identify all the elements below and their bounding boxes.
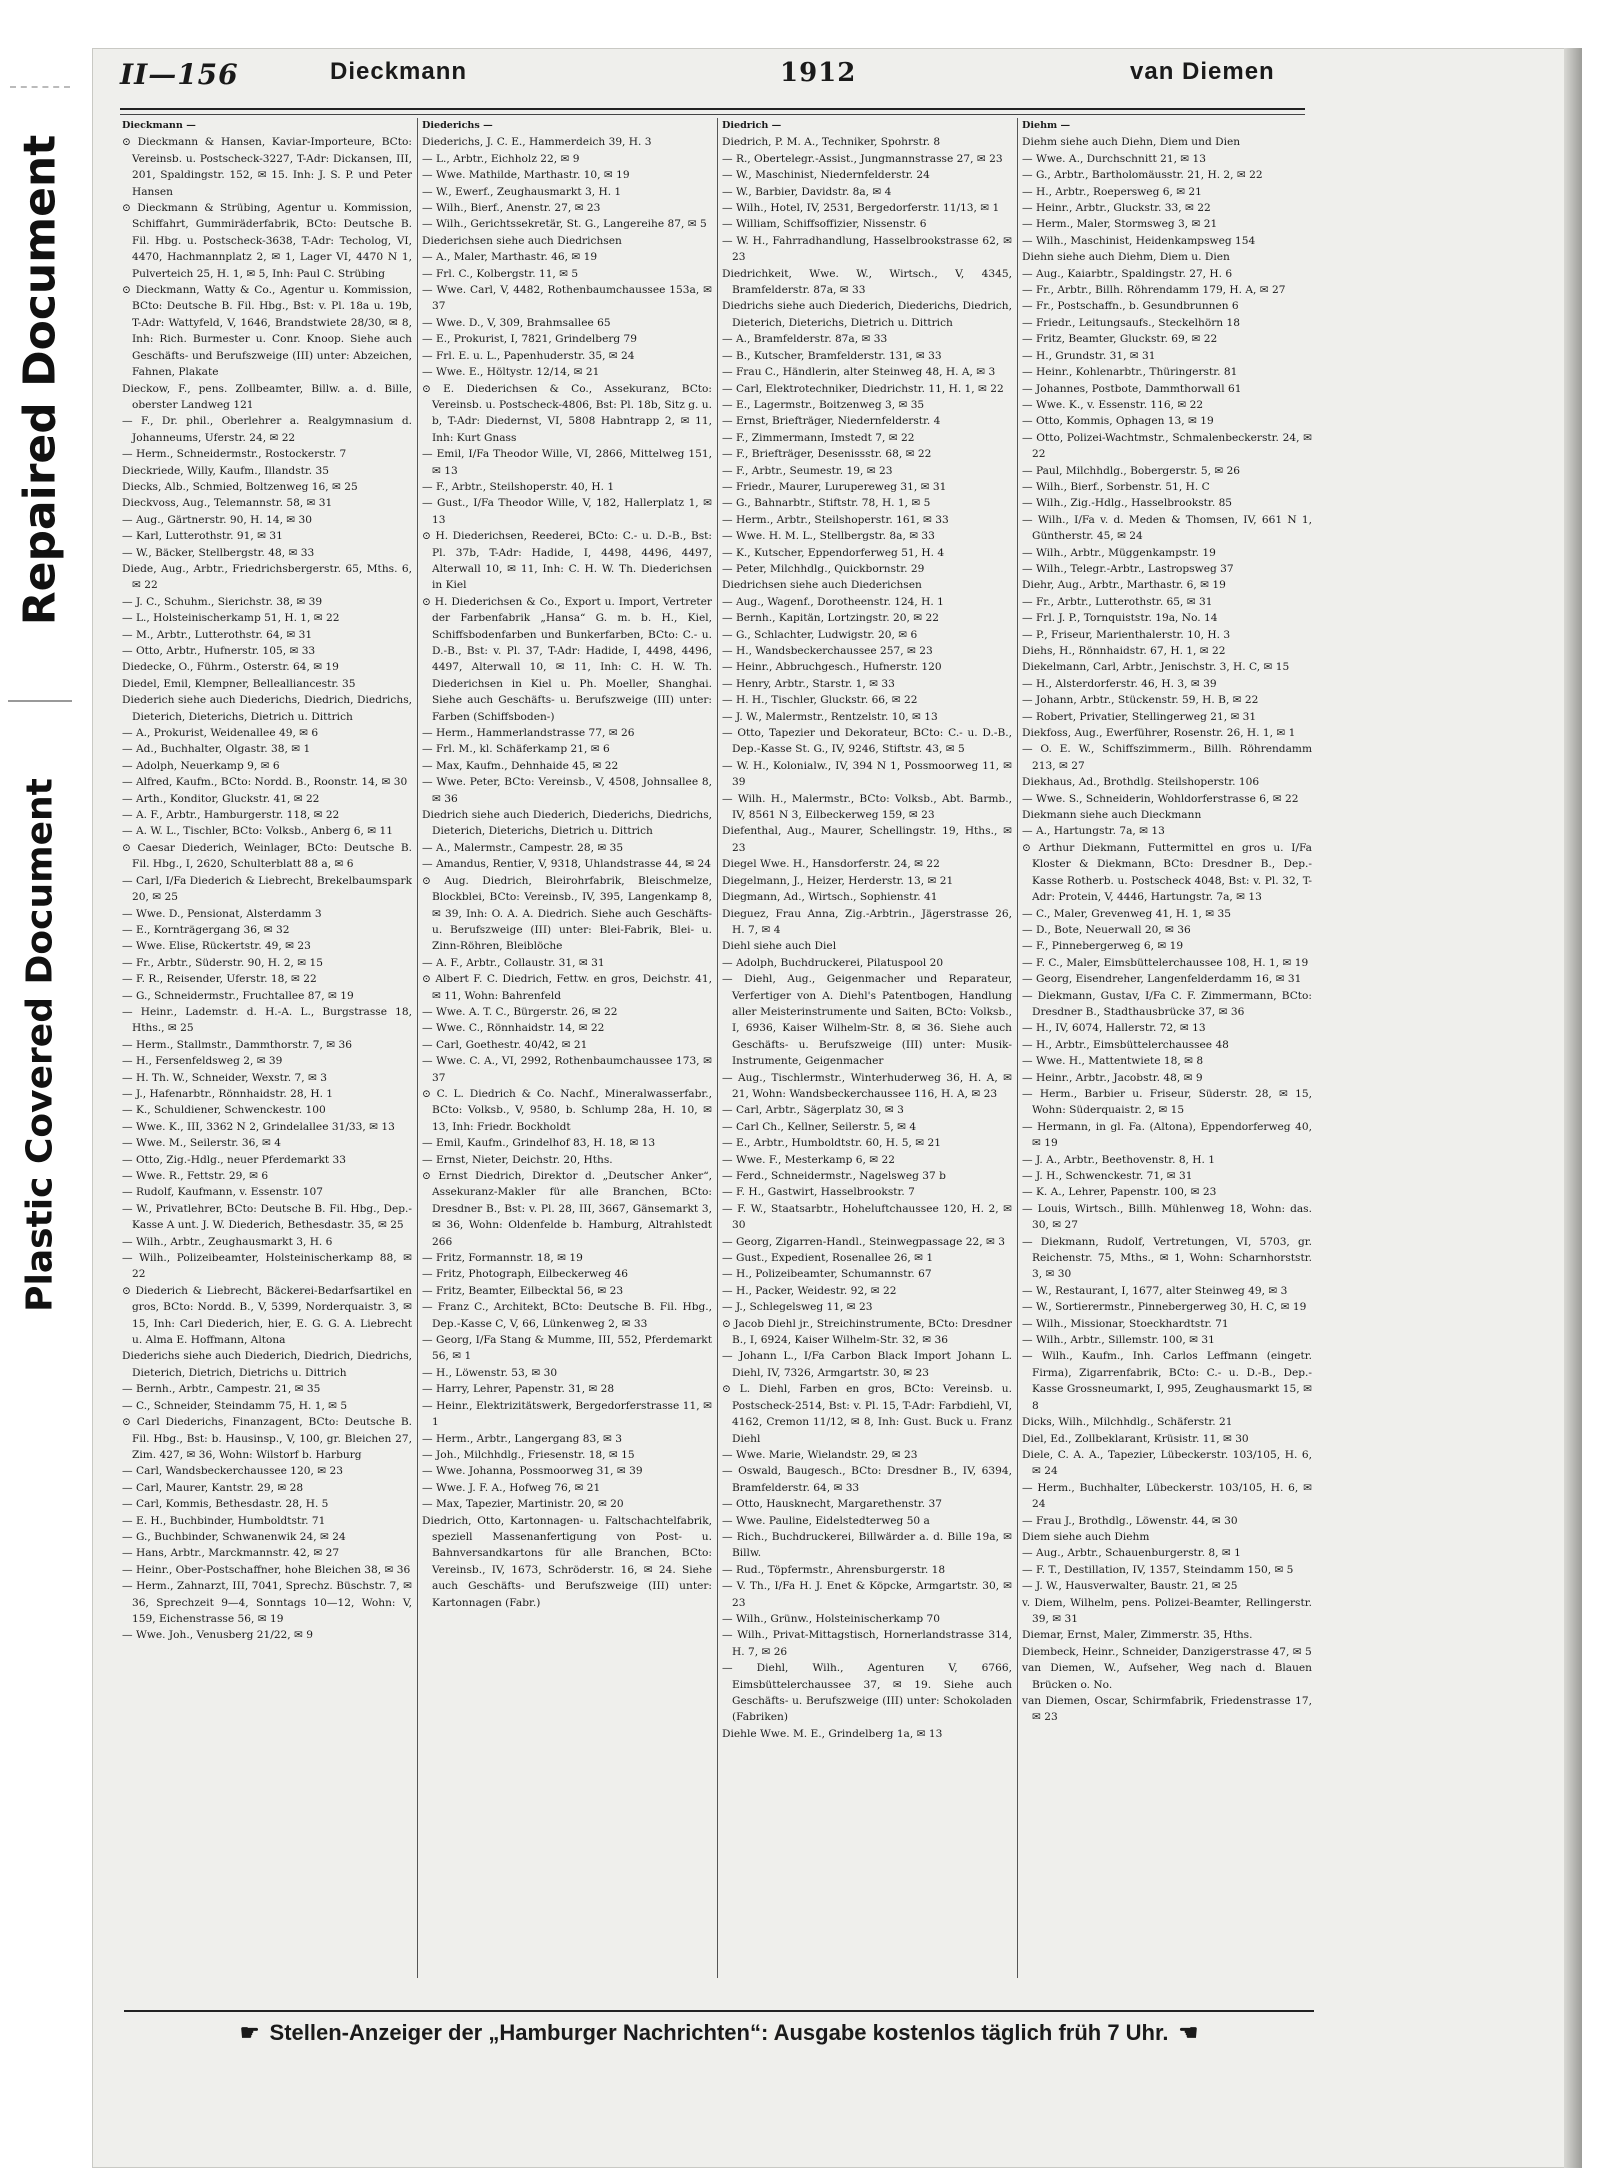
directory-entry: — Herm., Buchhalter, Lübeckerstr. 103/105, H. 6, ✉ 24	[1022, 1481, 1312, 1511]
directory-entry: — R., Obertelegr.-Assist., Jungmannstrasse 27, ✉ 23	[722, 152, 1003, 165]
directory-entry: — W., Maschinist, Niedernfelderstr. 24	[722, 169, 930, 182]
directory-entry: — Wilh., Hotel, IV, 2531, Bergedorferstr. 11/13, ✉ 1	[722, 202, 1000, 215]
directory-entry: — Georg, Eisendreher, Langenfelderdamm 16, ✉ 31	[1022, 973, 1302, 986]
directory-entry: — Wwe. F., Mesterkamp 6, ✉ 22	[722, 1153, 895, 1166]
directory-entry: — F. R., Reisender, Uferstr. 18, ✉ 22	[122, 973, 317, 986]
directory-entry: — A., Malermstr., Campestr. 28, ✉ 35	[422, 841, 624, 854]
directory-entry: — G., Buchbinder, Schwanenwik 24, ✉ 24	[122, 1530, 346, 1543]
directory-entry: — M., Arbtr., Lutterothstr. 64, ✉ 31	[122, 628, 313, 641]
directory-entry: — Herm., Zahnarzt, III, 7041, Sprechz. Büschstr. 7, ✉ 36, Sprechzeit 9—4, Sonntags 10—12, Wohn: V, 159, Eichenstrasse 56, ✉ 19	[122, 1580, 412, 1625]
directory-entry: ⊙ Caesar Diederich, Weinlager, BCto: Deutsche B. Fil. Hbg., I, 2620, Schulterblatt 88 a, ✉ 6	[122, 841, 412, 871]
directory-entry: — G., Bahnarbtr., Stiftstr. 78, H. 1, ✉ 5	[722, 497, 931, 510]
directory-entry: — Johann L., I/Fa Carbon Black Import Johann L. Diehl, IV, 7326, Armgartstr. 30, ✉ 23	[722, 1350, 1012, 1379]
directory-entry: — Harry, Lehrer, Papenstr. 31, ✉ 28	[422, 1383, 615, 1396]
directory-entry: — Herm., Stallmstr., Dammthorstr. 7, ✉ 36	[122, 1038, 352, 1051]
directory-entry: — H., Polizeibeamter, Schumannstr. 67	[722, 1268, 932, 1281]
directory-entry: ⊙ H. Diederichsen & Co., Export u. Import, Vertreter der Farbenfabrik „Hansa“ G. m. b. H., Kiel, Schiffsbodenfarben und Bunkerfarben, BCto: C.- u. D.-B., Bst: v. Pl. 37, T-Adr: Hadide, I, 4498, 4496, 4497, Alterwall 10, ✉ 11, Inh: C. H. W. Th. Diederichsen in Kiel u. Ph. Moeller, Shanghai. Siehe auch Geschäfts- u. Berufszweige (III) unter: Farben (Schiffsboden-)	[422, 595, 712, 723]
directory-entry: — L., Arbtr., Eichholz 22, ✉ 9	[422, 152, 580, 165]
directory-entry: — Wilh., Arbtr., Müggenkampstr. 19	[1022, 546, 1216, 559]
directory-entry: — A. F., Arbtr., Collaustr. 31, ✉ 31	[422, 956, 605, 969]
directory-entry: — Fritz, Photograph, Eilbeckerweg 46	[422, 1268, 629, 1281]
directory-entry: — Wwe. Mathilde, Marthastr. 10, ✉ 19	[422, 169, 630, 182]
directory-entry: — Frl. E. u. L., Papenhuderstr. 35, ✉ 24	[422, 349, 635, 362]
directory-entry: — H., Löwenstr. 53, ✉ 30	[422, 1366, 558, 1379]
directory-entry: — Otto, Kommis, Ophagen 13, ✉ 19	[1022, 415, 1214, 428]
directory-entry: — H., Wandsbeckerchaussee 257, ✉ 23	[722, 645, 933, 657]
directory-entry: Diembeck, Heinr., Schneider, Danzigerstrasse 47, ✉ 5	[1022, 1645, 1312, 1658]
directory-entry: Diedrichkeit, Wwe. W., Wirtsch., V, 4345, Bramfelderstr. 87a, ✉ 33	[722, 267, 1012, 297]
directory-entry: — Carl, Arbtr., Sägerplatz 30, ✉ 3	[722, 1104, 904, 1117]
directory-entry: — J., Hafenarbtr., Rönnhaidstr. 28, H. 1	[122, 1087, 334, 1100]
directory-entry: — F. H., Gastwirt, Hasselbrookstr. 7	[722, 1186, 915, 1199]
directory-entry: — O. E. W., Schiffszimmerm., Billh. Röhrendamm 213, ✉ 27	[1022, 743, 1312, 772]
directory-entry: — H., Alsterdorferstr. 46, H. 3, ✉ 39	[1022, 677, 1217, 690]
directory-entry: — Carl, Maurer, Kantstr. 29, ✉ 28	[122, 1481, 304, 1494]
directory-entry: — Wilh., Arbtr., Sillemstr. 100, ✉ 31	[1022, 1334, 1215, 1347]
directory-entry: — Aug., Wagenf., Dorotheenstr. 124, H. 1	[722, 595, 944, 608]
directory-entry: Diedrich, Otto, Kartonnagen- u. Faltschachtelfabrik, speziell Massenanfertigung von Post- u. Bahnversandkartons für alle Branchen, BCto: Vereinsb., IV, 1673, Schröderstr. 16, ✉ 24. Siehe auch Geschäfts- und Berufszweige (III) unter: Kartonnagen (Fabr.)	[422, 1514, 712, 1609]
directory-entry: — Frl. J. P., Tornquiststr. 19a, No. 14	[1022, 612, 1218, 625]
directory-entry: — Adolph, Buchdruckerei, Pilatuspool 20	[722, 956, 944, 969]
directory-entry: ⊙ C. L. Diedrich & Co. Nachf., Mineralwasserfabr., BCto: Volksb., V, 9580, b. Schlump 28a, H. 10, ✉ 13, Inh: Friedr. Bockholdt	[422, 1087, 712, 1133]
directory-entry: Diehle Wwe. M. E., Grindelberg 1a, ✉ 13	[722, 1727, 943, 1740]
directory-entry: — Wilh., Kaufm., Inh. Carlos Leffmann (eingetr. Firma), Zigarrenfabrik, BCto: C.- u. D.-B., Dep.-Kasse Grossneumarkt, I, 995, Zeughausmarkt 15, ✉ 8	[1022, 1350, 1312, 1412]
directory-entry: — Rich., Buchdruckerei, Billwärder a. d. Bille 19a, ✉ Billw.	[722, 1530, 1012, 1560]
directory-entry: ⊙ Dieckmann & Hansen, Kaviar-Importeure, BCto: Vereinsb. u. Postscheck-3227, T-Adr: Dickansen, III, 201, Spaldingstr. 152, ✉ 15. Inh: J. S. P. und Peter Hansen	[122, 136, 412, 198]
directory-entry: — Wilh. H., Malermstr., BCto: Volksb., Abt. Barmb., IV, 8561 N 3, Eilbeckerweg 159, ✉ 23	[722, 792, 1012, 822]
directory-entry: — L., Holsteinischerkamp 51, H. 1, ✉ 22	[122, 612, 340, 625]
directory-entry: — Bernh., Arbtr., Campestr. 21, ✉ 35	[122, 1383, 321, 1396]
directory-entry: ⊙ Ernst Diedrich, Direktor d. „Deutscher Anker“, Assekuranz-Makler für alle Branchen, BCto: Dresdner B., Bst: v. Pl. 28, III, 3667, Gänsemarkt 3, ✉ 36, Wohn: Oldenfelde b. Hamburg, Altrahlstedt 266	[422, 1170, 712, 1248]
directory-entry: — Friedr., Maurer, Lurupereweg 31, ✉ 31	[722, 480, 947, 493]
directory-entry: — Otto, Tapezier und Dekorateur, BCto: C.- u. D.-B., Dep.-Kasse St. G., IV, 9246, Stiftstr. 43, ✉ 5	[722, 727, 1012, 756]
column-head: Diederichs —	[422, 120, 493, 131]
directory-entry: Diehl siehe auch Diel	[722, 940, 837, 953]
directory-entry: — G., Schneidermstr., Fruchtallee 87, ✉ 19	[122, 989, 354, 1002]
directory-entry: Diede, Aug., Arbtr., Friedrichsbergerstr. 65, Mths. 6, ✉ 22	[122, 562, 412, 592]
directory-entry: — Heinr., Ober-Postschaffner, hohe Bleichen 38, ✉ 36	[122, 1563, 411, 1576]
directory-entry: van Diemen, Oscar, Schirmfabrik, Friedenstrasse 17, ✉ 23	[1022, 1695, 1312, 1724]
directory-entry: — Heinr., Arbtr., Jacobstr. 48, ✉ 9	[1022, 1071, 1203, 1084]
directory-entry: Diedecke, O., Führm., Osterstr. 64, ✉ 19	[122, 661, 339, 674]
directory-entry: — Wilh., Grünw., Holsteinischerkamp 70	[722, 1612, 940, 1625]
directory-entry: — Fritz, Beamter, Eilbecktal 56, ✉ 23	[422, 1284, 624, 1297]
directory-entry: — Fritz, Formannstr. 18, ✉ 19	[422, 1252, 583, 1265]
directory-entry: — G., Schlachter, Ludwigstr. 20, ✉ 6	[722, 628, 918, 641]
directory-entry: — Peter, Milchhdlg., Quickbornstr. 29	[722, 562, 925, 575]
directory-entry: — Johann, Arbtr., Stückenstr. 59, H. B, ✉ 22	[1022, 694, 1259, 707]
header-rule	[120, 108, 1305, 110]
directory-entry: v. Diem, Wilhelm, pens. Polizei-Beamter, Rellingerstr. 39, ✉ 31	[1022, 1596, 1312, 1625]
directory-entry: — Paul, Milchhdlg., Bobergerstr. 5, ✉ 26	[1022, 464, 1241, 477]
directory-entry: — Frau C., Händlerin, alter Steinweg 48, H. A, ✉ 3	[722, 366, 996, 379]
directory-entry: Diefenthal, Aug., Maurer, Schellingstr. 19, Hths., ✉ 23	[722, 825, 1012, 854]
directory-entry: — Wilh., I/Fa v. d. Meden & Thomsen, IV, 661 N 1, Güntherstr. 45, ✉ 24	[1022, 513, 1312, 543]
directory-entry: — Wwe. Peter, BCto: Vereinsb., V, 4508, Johnsallee 8, ✉ 36	[422, 776, 712, 805]
directory-entry: — V. Th., I/Fa H. J. Enet & Köpcke, Armgartstr. 30, ✉ 23	[722, 1580, 1012, 1609]
directory-entry: — Fr., Arbtr., Süderstr. 90, H. 2, ✉ 15	[122, 956, 323, 969]
directory-entry: — Wwe. K., III, 3362 N 2, Grindelallee 31/33, ✉ 13	[122, 1120, 395, 1133]
directory-entry: Diedel, Emil, Klempner, Bellealliancestr. 35	[122, 677, 356, 690]
directory-entry: Diekmann siehe auch Dieckmann	[1022, 809, 1202, 822]
directory-entry: — J., Schlegelsweg 11, ✉ 23	[722, 1301, 873, 1314]
directory-entry: Diecks, Alb., Schmied, Boltzenweg 16, ✉ 25	[122, 480, 358, 493]
directory-entry: — Wilh., Bierf., Anenstr. 27, ✉ 23	[422, 202, 601, 215]
directory-entry: — Aug., Arbtr., Schauenburgerstr. 8, ✉ 1	[1022, 1547, 1241, 1560]
directory-entry: — Joh., Milchhdlg., Friesenstr. 18, ✉ 15	[422, 1448, 635, 1461]
directory-entry: — Wwe. S., Schneiderin, Wohldorferstrasse 6, ✉ 22	[1022, 792, 1299, 805]
directory-entry: ⊙ E. Diederichsen & Co., Assekuranz, BCto: Vereinsb. u. Postscheck-4806, Bst: Pl. 18b, Sitz g. u. b, T-Adr: Diedernst, VI, 5808 Habntrapp 2, ✉ 11, Inh: Kurt Gnass	[422, 382, 712, 444]
directory-entry: ⊙ Jacob Diehl jr., Streichinstrumente, BCto: Dresdner B., I, 6924, Kaiser Wilhelm-Str. 32, ✉ 36	[722, 1317, 1012, 1347]
directory-entry: — Emil, I/Fa Theodor Wille, VI, 2866, Mittelweg 151, ✉ 13	[422, 448, 712, 477]
directory-entry: — C., Maler, Grevenweg 41, H. 1, ✉ 35	[1022, 907, 1231, 920]
directory-entry: — H., Arbtr., Eimsbüttelerchaussee 48	[1022, 1038, 1229, 1051]
directory-entry: ⊙ Dieckmann & Strübing, Agentur u. Kommission, Schiffahrt, Gummiräderfabrik, BCto: Deutsche B. Fil. Hbg. u. Postscheck-3638, T-Adr: Techolog, VI, 4470, Hachmannplatz 2, ✉ 1, Lager VI, 4470 N 1, Pulverteich 25, H. 1, ✉ 5, Inh: Paul C. Strübing	[122, 202, 412, 280]
directory-entry: ⊙ Diederich & Liebrecht, Bäckerei-Bedarfsartikel en gros, BCto: Nordd. B., V, 5399, Norderquaistr. 3, ✉ 15, Inh: Carl Diederich, hier, E. G. G. A. Liebrecht u. Alma E. Hoffmann, Altona	[122, 1284, 412, 1347]
directory-entry: — Wwe. Carl, V, 4482, Rothenbaumchaussee 153a, ✉ 37	[422, 284, 712, 313]
directory-entry: — Carl, Elektrotechniker, Diedrichstr. 11, H. 1, ✉ 22	[722, 382, 1004, 395]
directory-entry: — Wilh., Telegr.-Arbtr., Lastropsweg 37	[1022, 562, 1234, 575]
directory-entry: — W., Ewerf., Zeughausmarkt 3, H. 1	[422, 185, 622, 198]
directory-entry: — Carl, Kommis, Bethesdastr. 28, H. 5	[122, 1498, 329, 1511]
pointing-hand-icon: ☛	[239, 2020, 260, 2045]
directory-entry: — Ernst, Nieter, Deichstr. 20, Hths.	[422, 1153, 613, 1166]
directory-entry: Diehm siehe auch Diehn, Diem und Dien	[1022, 136, 1241, 149]
directory-entry: Diedrichsen siehe auch Diederichsen	[722, 579, 922, 592]
directory-entry: Diehs, H., Rönnhaidstr. 67, H. 1, ✉ 22	[1022, 645, 1226, 657]
directory-entry: — Diehl, Aug., Geigenmacher und Reparateur, Verfertiger von A. Diehl's Patentbogen, Handlung aller Meisterinstrumente und Saiten, BCto: Volksb., I, 6936, Kaiser Wilhelm-Str. 8, ✉ 36. Siehe auch Geschäfts- u. Berufszweige (III) unter: Musik-Instrumente, Geigenmacher	[722, 973, 1012, 1068]
directory-entry: Diegmann, Ad., Wirtsch., Sophienstr. 41	[722, 891, 938, 904]
directory-entry: — F., Arbtr., Steilshoperstr. 40, H. 1	[422, 480, 615, 493]
directory-entry: — Wilh., Gerichtssekretär, St. G., Langereihe 87, ✉ 5	[422, 218, 707, 231]
directory-entry: — K. A., Lehrer, Papenstr. 100, ✉ 23	[1022, 1186, 1217, 1199]
directory-entry: — Wwe. A., Durchschnitt 21, ✉ 13	[1022, 152, 1207, 165]
directory-entry: — D., Bote, Neuerwall 20, ✉ 36	[1022, 923, 1191, 936]
directory-entry: — Emil, Kaufm., Grindelhof 83, H. 18, ✉ 13	[422, 1137, 656, 1150]
directory-entry: — F., Briefträger, Desenissstr. 68, ✉ 22	[722, 448, 932, 461]
directory-entry: — Wwe. H. M. L., Stellbergstr. 8a, ✉ 33	[722, 530, 935, 543]
header-year: 1912	[780, 58, 857, 88]
directory-entry: — Fritz, Beamter, Gluckstr. 69, ✉ 22	[1022, 333, 1218, 346]
directory-entry: Diederichsen siehe auch Diedrichsen	[422, 234, 622, 247]
directory-entry: — A. W. L., Tischler, BCto: Volksb., Anberg 6, ✉ 11	[122, 825, 393, 838]
directory-entry: Diederichs siehe auch Diederich, Diedrich, Diedrichs, Dieterich, Dietrich, Dietrichs u. Dittrich	[122, 1350, 412, 1379]
directory-entry: — A. F., Arbtr., Hamburgerstr. 118, ✉ 22	[122, 809, 340, 822]
directory-entry: — H. Th. W., Schneider, Wexstr. 7, ✉ 3	[122, 1071, 327, 1084]
directory-entry: ⊙ L. Diehl, Farben en gros, BCto: Vereinsb. u. Postscheck-2514, Bst: v. Pl. 15, T-Adr: Farbdiehl, VI, 4162, Cremon 11/12, ✉ 8, Inh: Gust. Buck u. Franz Diehl	[722, 1383, 1012, 1445]
directory-entry: Diel, Ed., Zollbeklarant, Krüsistr. 11, ✉ 30	[1022, 1432, 1249, 1445]
directory-entry: Diekhaus, Ad., Brothdlg. Steilshoperstr. 106	[1022, 776, 1260, 789]
directory-entry: Diem siehe auch Diehm	[1022, 1530, 1150, 1543]
directory-entry: — Carl, Wandsbeckerchaussee 120, ✉ 23	[122, 1465, 343, 1478]
header-first-name: Dieckmann	[330, 58, 468, 85]
footer-rule	[124, 2010, 1314, 2012]
directory-entry: — Max, Kaufm., Dehnhaide 45, ✉ 22	[422, 759, 619, 772]
directory-entry: — E., Kornträgergang 36, ✉ 32	[122, 923, 290, 936]
directory-entry: — Diekmann, Rudolf, Vertretungen, VI, 5703, gr. Reichenstr. 75, Mths., ✉ 1, Wohn: Scharnhorststr. 3, ✉ 30	[1022, 1235, 1312, 1281]
directory-entry: Diemar, Ernst, Maler, Zimmerstr. 35, Hths.	[1022, 1629, 1253, 1642]
directory-entry: — C., Schneider, Steindamm 75, H. 1, ✉ 5	[122, 1399, 348, 1412]
directory-entry: ⊙ H. Diederichsen, Reederei, BCto: C.- u. D.-B., Bst: Pl. 37b, T-Adr: Hadide, I, 4498, 4496, 4497, Alterwall 10, ✉ 11, Inh: C. H. W. Th. Diederichsen in Kiel	[422, 530, 712, 592]
directory-entry: ⊙ Dieckmann, Watty & Co., Agentur u. Kommission, BCto: Deutsche B. Fil. Hbg., Bst: v. Pl. 18a u. 19b, T-Adr: Wattyfeld, V, 1646, Brandstwiete 28/30, ✉ 8, Inh: Rich. Burmester u. Conr. Knoop. Siehe auch Geschäfts- und Berufszweige (III) unter: Abzeichen, Fahnen, Plakate	[122, 284, 412, 379]
directory-entry: — Bernh., Kapitän, Lortzingstr. 20, ✉ 22	[722, 612, 939, 625]
directory-entry: ⊙ Carl Diederichs, Finanzagent, BCto: Deutsche B. Fil. Hbg., Bst: b. Hausinsp., V, 100, gr. Bleichen 27, Zim. 427, ✉ 36, Wohn: Wilstorf b. Harburg	[122, 1416, 412, 1461]
page-number: II—156	[120, 58, 239, 91]
side-strip	[0, 0, 80, 2177]
directory-entry: — Otto, Zig.-Hdlg., neuer Pferdemarkt 33	[122, 1153, 347, 1166]
directory-entry: — Frau J., Brothdlg., Löwenstr. 44, ✉ 30	[1022, 1514, 1238, 1527]
directory-entry: Diedrich siehe auch Diederich, Diederichs, Diedrichs, Dieterich, Dieterichs, Dietrich u. Dittrich	[422, 809, 712, 838]
directory-entry: — Max, Tapezier, Martinistr. 20, ✉ 20	[422, 1498, 624, 1511]
directory-entry: ⊙ Aug. Diedrich, Bleirohrfabrik, Bleischmelze, Blockblei, BCto: Vereinsb., IV, 395, Langenkamp 8, ✉ 39, Inh: O. A. A. Diedrich. Siehe auch Geschäfts- u. Berufszweige (III) unter: Blei-Fabrik, Blei- u. Zinn-Röhren, Bleiblöche	[422, 874, 712, 953]
directory-entry: — J. C., Schuhm., Sierichstr. 38, ✉ 39	[122, 595, 323, 608]
directory-entry: — Wwe. M., Seilerstr. 36, ✉ 4	[122, 1137, 282, 1150]
directory-entry: — B., Kutscher, Bramfelderstr. 131, ✉ 33	[722, 349, 942, 362]
header-last-name: van Diemen	[1130, 58, 1275, 85]
directory-entry: — H., IV, 6074, Hallerstr. 72, ✉ 13	[1022, 1022, 1206, 1035]
directory-entry: — Oswald, Baugesch., BCto: Dresdner B., IV, 6394, Bramfelderstr. 64, ✉ 33	[722, 1465, 1012, 1494]
directory-entry: — A., Hartungstr. 7a, ✉ 13	[1022, 825, 1165, 838]
directory-entry: — Adolph, Neuerkamp 9, ✉ 6	[122, 759, 280, 772]
directory-entry: — Ernst, Briefträger, Niedernfelderstr. 4	[722, 415, 941, 428]
directory-entry: Diehn siehe auch Diehm, Diem u. Dien	[1022, 251, 1230, 264]
directory-entry: — Ferd., Schneidermstr., Nagelsweg 37 b	[722, 1170, 946, 1182]
directory-entry: — W., Barbier, Davidstr. 8a, ✉ 4	[722, 185, 892, 198]
directory-entry: — W. H., Fahrradhandlung, Hasselbrookstrasse 62, ✉ 23	[722, 234, 1012, 264]
directory-entry: — Wilh., Maschinist, Heidenkampsweg 154	[1022, 234, 1256, 247]
directory-entry: — Wilh., Missionar, Stoeckhardtstr. 71	[1022, 1317, 1229, 1330]
directory-entry: — W., Privatlehrer, BCto: Deutsche B. Fil. Hbg., Dep.-Kasse A unt. J. W. Diederich, Bethesdastr. 35, ✉ 25	[122, 1202, 412, 1232]
directory-entry: — Rud., Töpfermstr., Ahrensburgerstr. 18	[722, 1563, 946, 1576]
directory-entry: — Otto, Hausknecht, Margarethenstr. 37	[722, 1498, 942, 1511]
directory-entry: — Fr., Arbtr., Billh. Röhrendamm 179, H. A, ✉ 27	[1022, 284, 1286, 297]
directory-entry: Diegelmann, J., Heizer, Herderstr. 13, ✉ 21	[722, 874, 954, 887]
directory-entry: — Hermann, in gl. Fa. (Altona), Eppendorferweg 40, ✉ 19	[1022, 1120, 1312, 1150]
directory-entry: — A., Bramfelderstr. 87a, ✉ 33	[722, 333, 888, 346]
directory-entry: — Wilh., Polizeibeamter, Holsteinischerkamp 88, ✉ 22	[122, 1252, 412, 1281]
column-1	[122, 118, 412, 1978]
directory-entry: — E., Lagermstr., Boitzenweg 3, ✉ 35	[722, 398, 925, 411]
directory-entry: — K., Schuldiener, Schwenckestr. 100	[122, 1104, 326, 1117]
directory-entry: — H., Fersenfeldsweg 2, ✉ 39	[122, 1055, 283, 1068]
directory-entry: — Wwe. H., Mattentwiete 18, ✉ 8	[1022, 1055, 1204, 1068]
directory-entry: — Franz C., Architekt, BCto: Deutsche B. Fil. Hbg., Dep.-Kasse C, V, 66, Lünkenweg 2, ✉ 33	[422, 1301, 712, 1330]
directory-entry: — Henry, Arbtr., Starstr. 1, ✉ 33	[722, 677, 895, 690]
directory-entry: Diederichs, J. C. E., Hammerdeich 39, H. 3	[422, 136, 652, 149]
directory-entry: — Wwe. R., Fettstr. 29, ✉ 6	[122, 1170, 269, 1182]
directory-entry: — Heinr., Abbruchgesch., Hufnerstr. 120	[722, 661, 942, 674]
directory-entry: — Ad., Buchhalter, Olgastr. 38, ✉ 1	[122, 743, 311, 756]
directory-entry: — Heinr., Kohlenarbtr., Thüringerstr. 81	[1022, 366, 1238, 379]
plastic-covered-document-label: Plastic Covered Document	[19, 778, 61, 1312]
directory-entry: — J. W., Hausverwalter, Baustr. 21, ✉ 25	[1022, 1580, 1238, 1593]
directory-entry: — Alfred, Kaufm., BCto: Nordd. B., Roonstr. 14, ✉ 30	[122, 776, 408, 789]
directory-entry: ⊙ Albert F. C. Diedrich, Fettw. en gros, Deichstr. 41, ✉ 11, Wohn: Bahrenfeld	[422, 973, 712, 1002]
directory-entry: — Wwe. Marie, Wielandstr. 29, ✉ 23	[722, 1448, 918, 1461]
directory-entry: — Carl, I/Fa Diederich & Liebrecht, Brekelbaumspark 20, ✉ 25	[122, 874, 412, 904]
directory-entry: — Wwe. K., v. Essenstr. 116, ✉ 22	[1022, 398, 1204, 411]
directory-entry: — Wwe. C., Rönnhaidstr. 14, ✉ 22	[422, 1022, 605, 1035]
directory-entry: — Heinr., Elektrizitätswerk, Bergedorferstrasse 11, ✉ 1	[422, 1399, 712, 1429]
directory-entry: — Wilh., Zig.-Hdlg., Hasselbrookstr. 85	[1022, 497, 1233, 510]
directory-entry: — Johannes, Postbote, Dammthorwall 61	[1022, 382, 1242, 395]
strip-divider	[8, 700, 72, 702]
directory-entry: — E., Prokurist, I, 7821, Grindelberg 79	[422, 333, 638, 346]
directory-entry: — Herm., Maler, Stormsweg 3, ✉ 21	[1022, 218, 1218, 231]
directory-entry: — F., Dr. phil., Oberlehrer a. Realgymnasium d. Johanneums, Uferstr. 24, ✉ 22	[122, 415, 412, 444]
top-dash-marks	[10, 86, 70, 88]
directory-entry: — Georg, I/Fa Stang & Mumme, III, 552, Pferdemarkt 56, ✉ 1	[422, 1334, 712, 1363]
directory-entry: — F., Zimmermann, Imstedt 7, ✉ 22	[722, 431, 915, 444]
directory-entry: — Aug., Tischlermstr., Winterhuderweg 36, H. A, ✉ 21, Wohn: Wandsbeckerchaussee 116, H. A, ✉ 23	[722, 1071, 1012, 1100]
directory-entry: Dieguez, Frau Anna, Zig.-Arbtrin., Jägerstrasse 26, H. 7, ✉ 4	[722, 907, 1012, 936]
directory-entry: — E., Arbtr., Humboldtstr. 60, H. 5, ✉ 21	[722, 1137, 941, 1150]
directory-entry: — Wilh., Bierf., Sorbenstr. 51, H. C	[1022, 480, 1210, 493]
directory-entry: — J. H., Schwenckestr. 71, ✉ 31	[1022, 1170, 1193, 1182]
directory-entry: — F. C., Maler, Eimsbüttelerchaussee 108, H. 1, ✉ 19	[1022, 956, 1309, 969]
directory-entry: Diedrich, P. M. A., Techniker, Spohrstr. 8	[722, 136, 941, 149]
directory-entry: — W., Restaurant, I, 1677, alter Steinweg 49, ✉ 3	[1022, 1284, 1288, 1297]
directory-entry: — J. W., Malermstr., Rentzelstr. 10, ✉ 13	[722, 710, 938, 723]
column-head: Diehm —	[1022, 120, 1071, 131]
directory-entry: — Wilh., Arbtr., Zeughausmarkt 3, H. 6	[122, 1235, 333, 1248]
directory-entry: — Herm., Barbier u. Friseur, Süderstr. 28, ✉ 15, Wohn: Süderquaistr. 2, ✉ 15	[1022, 1087, 1312, 1117]
directory-entry: — Wwe. A. T. C., Bürgerstr. 26, ✉ 22	[422, 1005, 618, 1018]
directory-entry: — Diehl, Wilh., Agenturen V, 6766, Eimsbüttelerchaussee 37, ✉ 19. Siehe auch Geschäfts- u. Berufszweige (III) unter: Schokoladen (Fabriken)	[722, 1662, 1012, 1724]
directory-entry: — Rudolf, Kaufmann, v. Essenstr. 107	[122, 1186, 324, 1199]
directory-entry: Diele, C. A. A., Tapezier, Lübeckerstr. 103/105, H. 6, ✉ 24	[1022, 1448, 1312, 1478]
directory-entry: — F., Arbtr., Seumestr. 19, ✉ 23	[722, 464, 893, 477]
directory-entry: — H. H., Tischler, Gluckstr. 66, ✉ 22	[722, 694, 918, 707]
directory-entry: — Wwe. Pauline, Eidelstedterweg 50 a	[722, 1514, 930, 1527]
directory-entry: Diekelmann, Carl, Arbtr., Jenischstr. 3, H. C, ✉ 15	[1022, 661, 1290, 674]
directory-entry: Dieckvoss, Aug., Telemannstr. 58, ✉ 31	[122, 497, 333, 510]
directory-entry: van Diemen, W., Aufseher, Weg nach d. Blauen Brücken o. No.	[1022, 1662, 1312, 1691]
directory-entry: — K., Kutscher, Eppendorferweg 51, H. 4	[722, 546, 945, 559]
directory-entry: ⊙ Arthur Diekmann, Futtermittel en gros u. I/Fa Kloster & Diekmann, BCto: Dresdner B., Dep.-Kasse Rotherb. u. Postscheck 4048, Bst: v. Pl. 32, T-Adr: Protein, V, 4446, Hartungstr. 7a, ✉ 13	[1022, 841, 1312, 904]
footer-text: Stellen-Anzeiger der „Hamburger Nachrichten“: Ausgabe kostenlos täglich früh 7 Uhr.	[269, 2020, 1169, 2045]
directory-entry: — W., Bäcker, Stellbergstr. 48, ✉ 33	[122, 546, 315, 559]
directory-entry: — W. H., Kolonialw., IV, 394 N 1, Possmoorweg 11, ✉ 39	[722, 759, 1012, 789]
directory-entry: — Gust., Expedient, Rosenallee 26, ✉ 1	[722, 1252, 934, 1265]
directory-entry: — Fr., Arbtr., Lutterothstr. 65, ✉ 31	[1022, 595, 1213, 608]
directory-entry: — Amandus, Rentier, V, 9318, Uhlandstrasse 44, ✉ 24	[422, 858, 711, 871]
directory-entry: — Wilh., Privat-Mittagstisch, Hornerlandstrasse 314, H. 7, ✉ 26	[722, 1629, 1012, 1658]
directory-entry: — Wwe. Joh., Venusberg 21/22, ✉ 9	[122, 1629, 314, 1642]
directory-entry: — Gust., I/Fa Theodor Wille, V, 182, Hallerplatz 1, ✉ 13	[422, 497, 712, 526]
directory-entry: — Wwe. J. F. A., Hofweg 76, ✉ 21	[422, 1481, 601, 1494]
directory-entry: — Arth., Konditor, Gluckstr. 41, ✉ 22	[122, 792, 320, 805]
directory-entry: — Carl, Goethestr. 40/42, ✉ 21	[422, 1038, 588, 1051]
directory-entry: — Herm., Arbtr., Steilshoperstr. 161, ✉ 33	[722, 513, 949, 526]
directory-entry: — Hans, Arbtr., Marckmannstr. 42, ✉ 27	[122, 1547, 340, 1560]
column-2	[422, 118, 712, 1978]
directory-entry: — H., Arbtr., Roepersweg 6, ✉ 21	[1022, 185, 1202, 198]
directory-entry: — H., Grundstr. 31, ✉ 31	[1022, 349, 1156, 362]
column-3	[722, 118, 1012, 1978]
directory-entry: — Otto, Polizei-Wachtmstr., Schmalenbeckerstr. 24, ✉ 22	[1022, 431, 1312, 461]
directory-entry: Diedrichs siehe auch Diederich, Diederichs, Diedrich, Dieterich, Dieterichs, Dietrich u. Dittrich	[722, 300, 1012, 329]
directory-entry: — Herm., Arbtr., Langergang 83, ✉ 3	[422, 1432, 622, 1445]
directory-entry: — Wwe. D., V, 309, Brahmsallee 65	[422, 316, 611, 329]
directory-columns	[122, 118, 1310, 1978]
directory-entry: — E. H., Buchbinder, Humboldtstr. 71	[122, 1514, 326, 1527]
directory-entry: — J. A., Arbtr., Beethovenstr. 8, H. 1	[1022, 1153, 1216, 1166]
directory-entry: — Diekmann, Gustav, I/Fa C. F. Zimmermann, BCto: Dresdner B., Stadthausbrücke 37, ✉ 36	[1022, 989, 1312, 1018]
directory-entry: — Heinr., Lademstr. d. H.-A. L., Burgstrasse 18, Hths., ✉ 25	[122, 1005, 412, 1035]
directory-entry: — Robert, Privatier, Stellingerweg 21, ✉ 31	[1022, 710, 1257, 723]
page-edge-shadow	[1564, 48, 1582, 2168]
directory-entry: — H., Packer, Weidestr. 92, ✉ 22	[722, 1284, 897, 1297]
directory-entry: Diekfoss, Aug., Ewerführer, Rosenstr. 26, H. 1, ✉ 1	[1022, 727, 1296, 740]
directory-entry: — Carl Ch., Kellner, Seilerstr. 5, ✉ 4	[722, 1120, 917, 1133]
directory-entry: — Wwe. C. A., VI, 2992, Rothenbaumchaussee 173, ✉ 37	[422, 1055, 712, 1084]
directory-entry: — William, Schiffsoffizier, Nissenstr. 6	[722, 218, 927, 231]
directory-entry: — Louis, Wirtsch., Billh. Mühlenweg 18, Wohn: das. 30, ✉ 27	[1022, 1202, 1312, 1232]
directory-entry: — Herm., Schneidermstr., Rostockerstr. 7	[122, 448, 347, 461]
directory-entry: — Frl. M., kl. Schäferkamp 21, ✉ 6	[422, 743, 610, 756]
page-header	[120, 58, 1305, 104]
directory-entry: — Herm., Hammerlandstrasse 77, ✉ 26	[422, 727, 635, 740]
directory-entry: — W., Sortierermstr., Pinnebergerweg 30, H. C, ✉ 19	[1022, 1301, 1307, 1314]
directory-entry: — Karl, Lutterothstr. 91, ✉ 31	[122, 530, 283, 543]
directory-entry: — P., Friseur, Marienthalerstr. 10, H. 3	[1022, 628, 1231, 641]
column-head: Dieckmann —	[122, 120, 196, 131]
directory-entry: — Aug., Gärtnerstr. 90, H. 14, ✉ 30	[122, 513, 313, 526]
directory-entry: — Wwe. Elise, Rückertstr. 49, ✉ 23	[122, 940, 311, 953]
directory-entry: Diegel Wwe. H., Hansdorferstr. 24, ✉ 22	[722, 858, 940, 871]
directory-entry: — F., Pinnebergerweg 6, ✉ 19	[1022, 940, 1184, 953]
directory-entry: Dicks, Wilh., Milchhdlg., Schäferstr. 21	[1022, 1416, 1233, 1429]
directory-entry: — A., Maler, Marthastr. 46, ✉ 19	[422, 251, 598, 264]
column-head: Diedrich —	[722, 120, 782, 131]
directory-entry: — Wwe. E., Höltystr. 12/14, ✉ 21	[422, 366, 600, 379]
directory-entry: — A., Prokurist, Weidenallee 49, ✉ 6	[122, 727, 319, 740]
directory-entry: — Georg, Zigarren-Handl., Steinwegpassage 22, ✉ 3	[722, 1235, 1005, 1248]
directory-entry: Dieckow, F., pens. Zollbeamter, Billw. a. d. Bille, oberster Landweg 121	[122, 382, 412, 411]
directory-entry: — F. W., Staatsarbtr., Hoheluftchaussee 120, H. 2, ✉ 30	[722, 1202, 1012, 1232]
header-rule-thin	[120, 114, 1305, 115]
directory-entry: — Friedr., Leitungsaufs., Steckelhörn 18	[1022, 316, 1240, 329]
directory-entry: — Otto, Arbtr., Hufnerstr. 105, ✉ 33	[122, 645, 316, 657]
directory-entry: Diederich siehe auch Diederichs, Diedrich, Diedrichs, Dieterich, Dieterichs, Dietrich u. Dittrich	[122, 694, 412, 723]
directory-entry: — Wwe. Johanna, Possmoorweg 31, ✉ 39	[422, 1465, 643, 1478]
directory-entry: — F. T., Destillation, IV, 1357, Steindamm 150, ✉ 5	[1022, 1563, 1294, 1576]
column-4	[1022, 118, 1312, 1978]
page-footer	[124, 2010, 1314, 2052]
directory-entry: Dieckriede, Willy, Kaufm., Illandstr. 35	[122, 464, 330, 477]
directory-entry: Diehr, Aug., Arbtr., Marthastr. 6, ✉ 19	[1022, 579, 1226, 592]
directory-entry: — Wwe. D., Pensionat, Alsterdamm 3	[122, 907, 322, 920]
column-divider	[417, 118, 418, 1978]
repaired-document-label: Repaired Document	[14, 134, 66, 626]
column-divider	[717, 118, 718, 1978]
directory-entry: — G., Arbtr., Bartholomäusstr. 21, H. 2, ✉ 22	[1022, 169, 1263, 182]
directory-entry: — Aug., Kaiarbtr., Spaldingstr. 27, H. 6	[1022, 267, 1233, 280]
column-divider	[1017, 118, 1018, 1978]
directory-entry: — Fr., Postschaffn., b. Gesundbrunnen 6	[1022, 300, 1239, 313]
directory-entry: — Frl. C., Kolbergstr. 11, ✉ 5	[422, 267, 579, 280]
footer-advert	[124, 2020, 1314, 2046]
directory-entry: — Heinr., Arbtr., Gluckstr. 33, ✉ 22	[1022, 202, 1211, 215]
pointing-hand-icon: ☚	[1178, 2020, 1199, 2045]
